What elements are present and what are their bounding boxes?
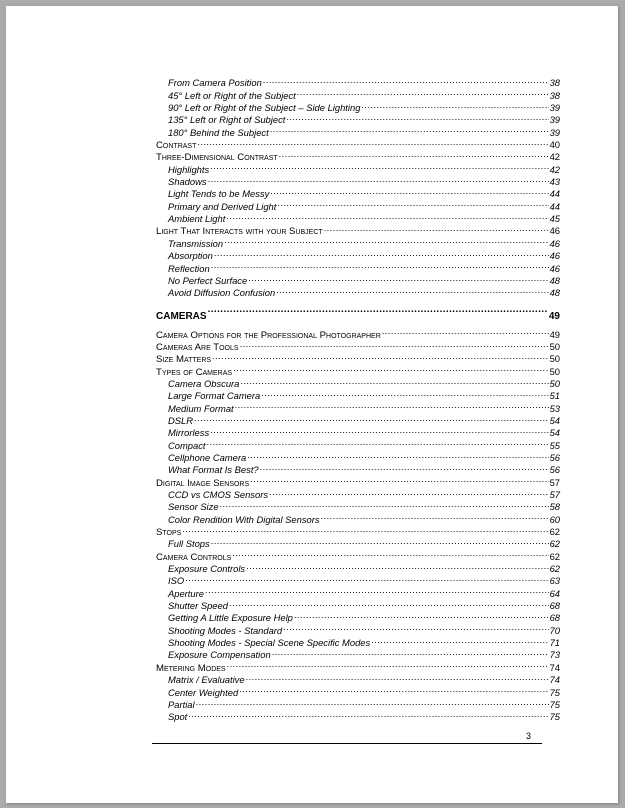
toc-entry[interactable] [156, 173, 560, 188]
toc-entry-title: What Format Is Best? [168, 464, 259, 476]
toc-entry-page: 45 [549, 213, 560, 225]
toc-dot-leader [210, 160, 548, 172]
toc-entry-page: 50 [549, 377, 560, 389]
toc-entry-page: 71 [549, 637, 560, 649]
toc-entry-page: 51 [549, 390, 560, 402]
toc-entry-title: Shooting Modes - Special Scene Specific Modes [168, 637, 371, 649]
toc-dot-leader [240, 375, 548, 387]
toc-entry-page: 74 [549, 661, 560, 673]
toc-entry-title: Primary and Derived Light [168, 200, 277, 212]
toc-entry-title: Size Matters [156, 354, 212, 366]
toc-entry-title: 180° Behind the Subject [168, 126, 269, 138]
toc-entry-title: Cameras Are Tools [156, 341, 239, 353]
table-of-contents [156, 74, 560, 723]
toc-entry-title: Medium Format [168, 402, 234, 414]
toc-dot-leader [248, 272, 548, 284]
toc-dot-leader [210, 424, 548, 436]
toc-entry-page: 75 [549, 711, 560, 723]
toc-entry-title: Metering Modes [156, 662, 226, 674]
toc-dot-leader [208, 301, 548, 319]
toc-dot-leader [294, 609, 549, 621]
toc-dot-leader [277, 197, 548, 209]
toc-entry[interactable] [156, 74, 560, 89]
toc-chapter-entry[interactable] [156, 301, 560, 323]
toc-entry-page: 46 [549, 237, 560, 249]
toc-entry-page: 55 [549, 439, 560, 451]
toc-entry-page: 68 [549, 600, 560, 612]
toc-dot-leader [239, 683, 548, 695]
toc-entry-page: 63 [549, 575, 560, 587]
toc-entry-title: Camera Obscura [168, 377, 240, 389]
toc-entry[interactable] [156, 272, 560, 284]
toc-entry[interactable] [156, 412, 560, 424]
toc-entry-page: 62 [549, 526, 560, 538]
toc-entry-page: 44 [549, 200, 560, 212]
toc-entry-title: Aperture [168, 587, 204, 599]
document-page [6, 6, 618, 803]
toc-entry-page: 53 [549, 402, 560, 414]
toc-entry-page: 48 [549, 274, 560, 286]
toc-entry[interactable] [156, 350, 560, 366]
toc-dot-leader [272, 646, 549, 658]
toc-dot-leader [220, 498, 549, 510]
toc-entry-page: 68 [549, 612, 560, 624]
toc-entry[interactable] [156, 136, 560, 152]
toc-entry-title: Three-Dimensional Contrast [156, 152, 278, 164]
toc-dot-leader [321, 510, 549, 522]
toc-entry-title: CCD vs CMOS Sensors [168, 489, 269, 500]
toc-entry-title: Partial [168, 698, 195, 710]
toc-dot-leader [194, 412, 549, 424]
toc-dot-leader [208, 173, 549, 185]
toc-entry-title: Shutter Speed [168, 600, 228, 612]
toc-entry-title: Camera Options for the Professional Photographer [156, 329, 381, 341]
toc-entry-title: Full Stops [168, 538, 210, 550]
toc-dot-leader [188, 708, 548, 720]
toc-entry[interactable] [156, 148, 560, 164]
toc-entry-title: Avoid Diffusion Confusion [168, 287, 276, 299]
toc-entry-page: 60 [549, 513, 560, 525]
toc-entry[interactable] [156, 362, 560, 378]
toc-dot-leader [240, 338, 549, 350]
toc-entry-page: 46 [549, 250, 560, 262]
toc-dot-leader [229, 597, 549, 609]
toc-dot-leader [197, 136, 548, 148]
toc-entry-page: 58 [549, 501, 560, 513]
toc-dot-leader [361, 99, 548, 111]
toc-entry-title: Shadows [168, 176, 207, 188]
toc-entry-page: 39 [549, 102, 560, 114]
toc-entry-title: Absorption [168, 250, 213, 262]
toc-dot-leader [227, 658, 549, 670]
toc-entry-title: Color Rendition With Digital Sensors [168, 513, 320, 525]
toc-entry-title: Sensor Size [168, 501, 219, 513]
toc-entry-page: 73 [549, 649, 560, 661]
toc-dot-leader [269, 486, 549, 498]
toc-entry[interactable] [156, 584, 560, 599]
toc-entry-title: CAMERAS [156, 311, 207, 323]
toc-entry-page: 62 [549, 563, 560, 575]
toc-dot-leader [211, 259, 549, 271]
toc-entry-page: 42 [549, 163, 560, 175]
toc-entry[interactable] [156, 708, 560, 723]
toc-entry-title: 45° Left or Right of the Subject [168, 89, 296, 101]
toc-entry-title: Camera Controls [156, 551, 232, 563]
toc-dot-leader [205, 584, 549, 596]
toc-entry-page: 62 [549, 538, 560, 550]
toc-dot-leader [182, 523, 548, 535]
toc-dot-leader [226, 210, 548, 222]
toc-entry-page: 39 [549, 114, 560, 126]
toc-dot-leader [233, 362, 548, 374]
toc-entry[interactable] [156, 572, 560, 587]
toc-entry-page: 39 [549, 126, 560, 138]
toc-entry-page: 57 [549, 489, 560, 500]
toc-entry-page: 44 [549, 188, 560, 200]
toc-entry-title: Cellphone Camera [168, 451, 247, 463]
toc-entry-page: 50 [549, 353, 560, 365]
toc-dot-leader [232, 547, 548, 559]
toc-entry[interactable] [156, 547, 560, 563]
toc-entry[interactable] [156, 259, 560, 274]
toc-entry-title: Compact [168, 439, 206, 451]
toc-dot-leader [211, 535, 549, 547]
toc-entry-title: Ambient Light [168, 213, 226, 225]
toc-dot-leader [235, 399, 549, 411]
toc-dot-leader [382, 325, 549, 337]
toc-dot-leader [212, 350, 549, 362]
toc-entry-page: 54 [549, 427, 560, 439]
toc-dot-leader [261, 387, 548, 399]
toc-entry-page: 46 [549, 225, 560, 237]
toc-dot-leader [185, 572, 548, 584]
toc-entry-title: Highlights [168, 163, 210, 175]
toc-entry-title: Types of Cameras [156, 366, 233, 378]
toc-entry-title: Contrast [156, 140, 197, 152]
toc-entry-title: No Perfect Surface [168, 274, 248, 286]
toc-entry-page: 70 [549, 624, 560, 636]
toc-entry-page: 48 [549, 287, 560, 299]
toc-entry-title: Stops [156, 527, 182, 539]
toc-dot-leader [286, 111, 548, 123]
toc-entry-title: Center Weighted [168, 686, 239, 698]
toc-entry-title: Mirrorless [168, 427, 210, 439]
toc-entry-title: Light That Interacts with your Subject [156, 226, 323, 238]
toc-entry-title: Exposure Controls [168, 563, 246, 575]
toc-entry-page: 75 [549, 686, 560, 698]
toc-entry-page: 40 [549, 139, 560, 151]
toc-dot-leader [283, 621, 548, 633]
toc-entry-page: 43 [549, 176, 560, 188]
toc-entry-page: 38 [549, 77, 560, 89]
toc-entry[interactable] [156, 247, 560, 262]
toc-entry-page: 54 [549, 414, 560, 426]
toc-dot-leader [207, 436, 549, 448]
toc-entry-page: 42 [549, 151, 560, 163]
toc-entry-title: 90° Left or Right of the Subject – Side Lighting [168, 102, 361, 114]
toc-entry[interactable] [156, 185, 560, 200]
toc-dot-leader [246, 560, 548, 572]
toc-dot-leader [324, 222, 549, 234]
toc-entry-page: 38 [549, 89, 560, 101]
toc-entry[interactable] [156, 449, 560, 461]
toc-entry[interactable] [156, 436, 560, 451]
toc-entry-page: 46 [549, 262, 560, 274]
toc-entry-title: ISO [168, 575, 185, 587]
toc-dot-leader [371, 634, 548, 646]
toc-dot-leader [276, 284, 548, 296]
toc-dot-leader [250, 473, 548, 485]
toc-dot-leader [263, 74, 549, 86]
toc-entry-title: Transmission [168, 237, 224, 249]
toc-dot-leader [297, 86, 549, 98]
toc-entry-page: 64 [549, 587, 560, 599]
toc-entry-page: 57 [549, 476, 560, 488]
toc-entry-page: 62 [549, 550, 560, 562]
footer-rule [152, 743, 542, 744]
page-number: 3 [526, 731, 532, 741]
toc-entry-title: Getting A Little Exposure Help [168, 612, 293, 624]
toc-entry-page: 49 [548, 311, 560, 323]
toc-dot-leader [270, 185, 548, 197]
toc-dot-leader [270, 123, 549, 135]
toc-entry-page: 75 [549, 698, 560, 710]
toc-entry-title: Reflection [168, 262, 210, 274]
toc-entry-title: DSLR [168, 414, 194, 426]
toc-entry-title: Exposure Compensation [168, 649, 271, 661]
toc-entry[interactable] [156, 535, 560, 550]
toc-entry[interactable] [156, 325, 560, 341]
toc-entry-title: From Camera Position [168, 77, 262, 89]
toc-entry[interactable] [156, 523, 560, 539]
toc-entry-page: 56 [549, 451, 560, 463]
toc-entry-title: 135° Left or Right of Subject [168, 114, 286, 126]
toc-entry-page: 74 [549, 674, 560, 686]
toc-entry[interactable] [156, 424, 560, 439]
toc-dot-leader [214, 247, 549, 259]
toc-entry-page: 50 [549, 365, 560, 377]
toc-entry[interactable] [156, 160, 560, 175]
toc-entry[interactable] [156, 597, 560, 612]
toc-entry-page: 50 [549, 340, 560, 352]
toc-dot-leader [246, 671, 549, 683]
toc-entry-title: Light Tends to be Messy [168, 188, 270, 200]
toc-dot-leader [247, 449, 548, 461]
toc-dot-leader [260, 461, 549, 473]
toc-entry-page: 49 [549, 328, 560, 340]
toc-entry-title: Digital Image Sensors [156, 477, 250, 489]
toc-entry-title: Spot [168, 711, 188, 723]
toc-entry[interactable] [156, 696, 560, 708]
toc-dot-leader [196, 696, 549, 708]
toc-dot-leader [279, 148, 549, 160]
toc-entry-page: 56 [549, 464, 560, 476]
toc-entry-title: Large Format Camera [168, 390, 261, 402]
toc-entry-title: Matrix / Evaluative [168, 674, 245, 686]
toc-dot-leader [224, 234, 549, 246]
toc-entry-title: Shooting Modes - Standard [168, 624, 283, 636]
